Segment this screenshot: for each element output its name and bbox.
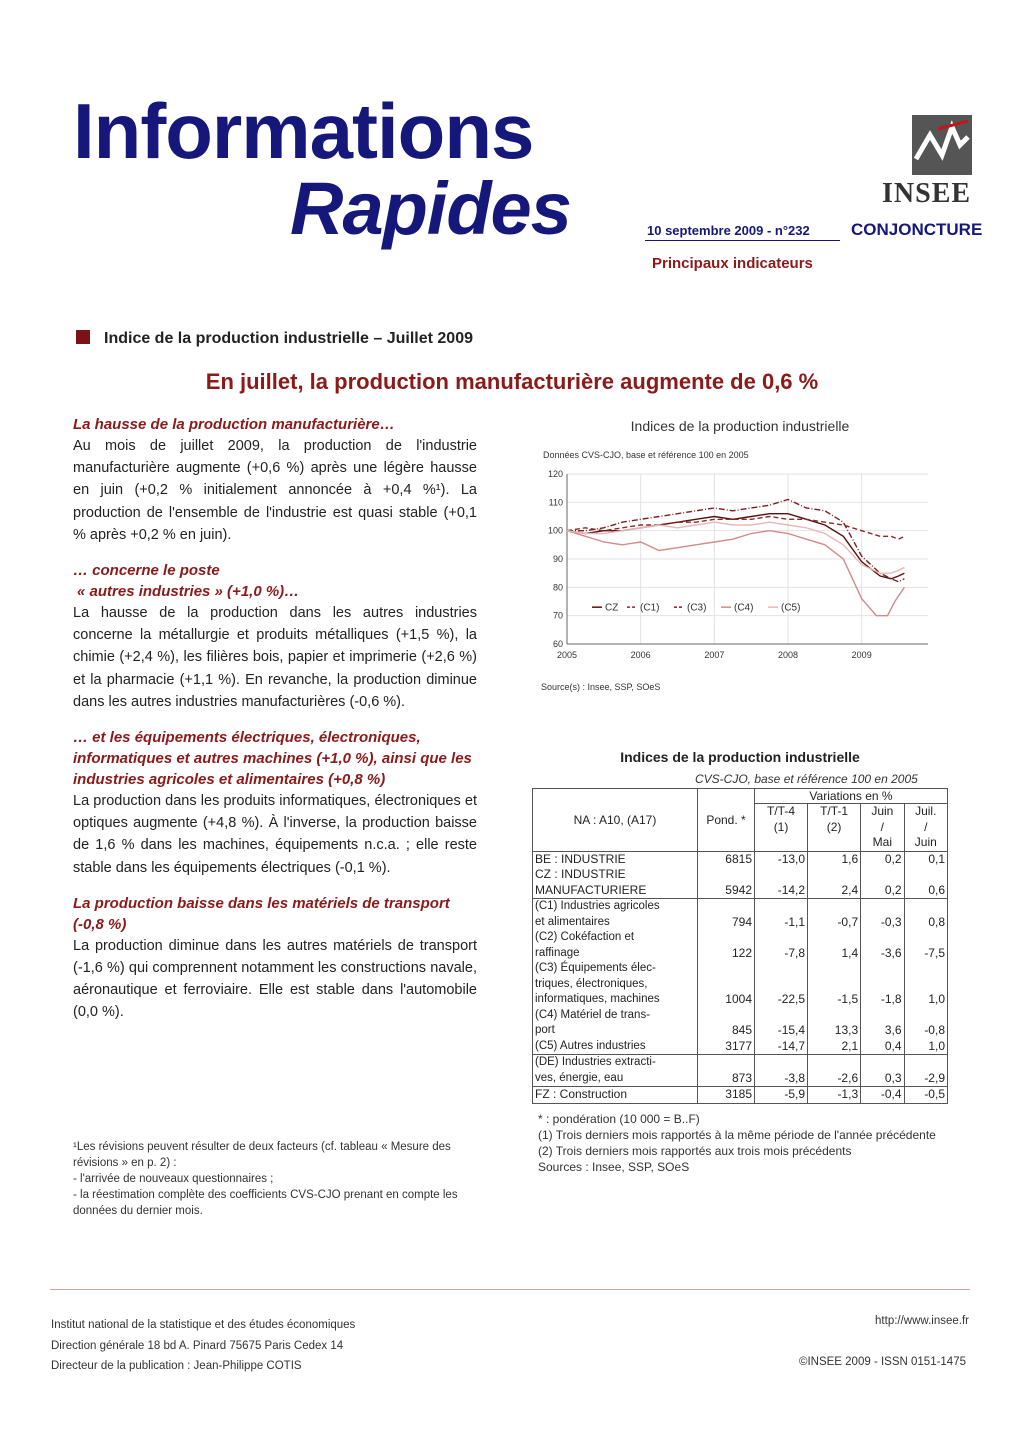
cell-tt4: -13,0 -14,2 — [755, 851, 808, 899]
issue-divider — [645, 240, 840, 241]
cell-pond: 794 122 1004 845 3177 — [698, 899, 755, 1055]
section-label: Indice de la production industrielle – Juillet 2009 — [104, 330, 473, 347]
series-line — [567, 500, 904, 582]
y-tick-label: 110 — [548, 497, 563, 508]
table-title: Indices de la production industrielle — [620, 749, 860, 765]
body-paragraph-1: Au mois de juillet 2009, la production de l'industrie manufacturière augmente (+0,6 %) après une légère hausse en juin (+0,2 % initialement annoncée à +0,4 %¹). La production de l'ensemble de l'industrie est quasi stable (+0,1 % après +0,2 % en juin). — [73, 438, 477, 543]
table-subtitle: CVS-CJO, base et référence 100 en 2005 — [695, 772, 918, 786]
y-tick-label: 120 — [547, 469, 563, 479]
legend-label: CZ — [605, 602, 619, 614]
body-heading-4: La production baisse dans les matériels de transport (-0,8 %) — [73, 894, 450, 933]
cell-tt1: -2,6 — [808, 1055, 861, 1087]
production-index-table — [532, 788, 948, 1104]
row-label-fz: FZ : Construction — [533, 1087, 698, 1104]
legend-label: (C4) — [734, 602, 754, 614]
footer-copyright: ©INSEE 2009 - ISSN 0151-1475 — [798, 1356, 966, 1368]
footer-line-1: Institut national de la statistique et des études économiques — [51, 1319, 356, 1331]
header-variations: Variations en % — [755, 789, 948, 804]
cell-juin-mai: 0,2 0,2 — [861, 851, 904, 899]
table-note-1: * : pondération (10 000 = B..F) — [538, 1112, 700, 1126]
headline: En juillet, la production manufacturière augmente de 0,6 % — [205, 369, 819, 394]
cell-juil-juin: 0,8 -7,5 1,0 -0,8 1,0 — [904, 899, 947, 1055]
x-tick-label: 2009 — [851, 650, 872, 660]
series-line — [567, 517, 904, 540]
table-row — [533, 1055, 948, 1087]
body-heading-2a: … concerne le poste — [73, 562, 220, 580]
y-tick-label: 70 — [552, 610, 563, 621]
chart-subtitle: Données CVS-CJO, base et référence 100 en 2005 — [543, 450, 749, 460]
y-tick-label: 90 — [552, 554, 563, 564]
body-paragraph-2: La hausse de la production dans les autres industries concerne la métallurgie et produits métalliques (+1,5 %), la chimie (+2,4 %), les filières bois, papier et imprimerie (+2,6 %) et la pharmacie (+1,1 %). En revanche, la production diminue dans les autres industries manufacturières (-0,6 %). — [73, 605, 477, 710]
footer-line-3: Directeur de la publication : Jean-Philippe COTIS — [51, 1360, 302, 1372]
x-tick-label: 2008 — [778, 650, 799, 660]
cell-juin-mai: -0,4 — [861, 1087, 904, 1104]
table-row — [533, 899, 948, 1055]
body-heading-1: La hausse de la production manufacturière… — [73, 416, 395, 433]
cell-pond: 6815 5942 — [698, 851, 755, 899]
body-heading-2b: « autres industries » (+1,0 %)… — [77, 583, 300, 601]
header-juil-juin: Juil. / Juin — [904, 804, 947, 852]
insee-logo-icon — [912, 115, 972, 175]
issue-date-number: 10 septembre 2009 - n°232 — [647, 223, 810, 238]
publication-subhead: Principaux indicateurs — [652, 255, 813, 272]
legend-label: (C5) — [781, 602, 801, 614]
cell-pond: 3185 — [698, 1087, 755, 1104]
row-label-de: (DE) Industries extracti- ves, énergie, eau — [533, 1055, 698, 1087]
cell-tt1: -0,7 1,4 -1,5 13,3 2,1 — [808, 899, 861, 1055]
series-label: CONJONCTURE — [851, 220, 983, 239]
series-line — [567, 522, 904, 573]
cell-tt1: -1,3 — [808, 1087, 861, 1104]
cell-juil-juin: -2,9 — [904, 1055, 947, 1087]
footer-publisher-info — [51, 1315, 355, 1377]
footer-divider — [50, 1289, 970, 1290]
table-note-4: Sources : Insee, SSP, SOeS — [538, 1160, 690, 1174]
body-paragraph-3: La production dans les produits informatiques, électroniques et optiques augmente (+4,8 %). À l'inverse, la production baisse de 1,6 % dans les machines, équipements n.c.a. ; elle reste stable dans les équipements électriques (-0,1 %). — [73, 793, 477, 876]
chart-title: Indices de la production industrielle — [630, 418, 850, 434]
header-tt4: T/T-4 (1) — [755, 804, 808, 852]
table-note-2: (1) Trois derniers mois rapportés à la même période de l'année précédente — [538, 1128, 936, 1142]
footnote — [73, 1139, 477, 1219]
table-notes — [538, 1111, 938, 1175]
x-tick-label: 2006 — [630, 650, 651, 660]
row-label-industrie: BE : INDUSTRIE CZ : INDUSTRIE MANUFACTURIERE — [533, 851, 698, 899]
cell-juin-mai: -0,3 -3,6 -1,8 3,6 0,4 — [861, 899, 904, 1055]
footer-url-link[interactable]: http://www.insee.fr — [875, 1315, 969, 1327]
production-index-chart — [530, 462, 950, 674]
row-label-branches: (C1) Industries agricoles et alimentaires (C2) Cokéfaction et raffinage (C3) Équipements élec- triques, électroniques, informatiques, machines (C4) Matériel de trans- port (C5) Autres industries — [533, 899, 698, 1055]
table-note-3: (2) Trois derniers mois rapportés aux trois mois précédents — [538, 1144, 852, 1158]
cell-juin-mai: 0,3 — [861, 1055, 904, 1087]
y-tick-label: 100 — [547, 525, 563, 536]
cell-tt4: -3,8 — [755, 1055, 808, 1087]
header-juin-mai: Juin / Mai — [861, 804, 904, 852]
cell-juil-juin: -0,5 — [904, 1087, 947, 1104]
y-tick-label: 60 — [552, 639, 563, 649]
x-tick-label: 2005 — [556, 650, 578, 660]
table-row — [533, 851, 948, 899]
legend-label: (C3) — [687, 602, 707, 614]
y-tick-label: 80 — [552, 582, 563, 593]
footnote-line-2: - l'arrivée de nouveaux questionnaires ; — [73, 1173, 274, 1185]
masthead-title-rapides: Rapides — [290, 167, 571, 250]
body-paragraph-4: La production diminue dans les autres matériels de transport (-1,6 %) qui comprennent notamment les constructions navale, aéronautique et ferroviaire. Elle est stable dans l'automobile (0,0 %). — [73, 937, 477, 1021]
legend-label: (C1) — [640, 602, 660, 614]
x-tick-label: 2007 — [704, 650, 725, 660]
header-na: NA : A10, (A17) — [533, 789, 698, 852]
masthead-title-informations: Informations — [73, 87, 534, 175]
footnote-line-1: ¹Les révisions peuvent résulter de deux facteurs (cf. tableau « Mesure des révisions » en p. 2) : — [73, 1141, 451, 1169]
chart-source: Source(s) : Insee, SSP, SOeS — [541, 682, 661, 692]
article-body — [73, 414, 477, 1038]
series-line — [567, 514, 904, 579]
cell-tt1: 1,6 2,4 — [808, 851, 861, 899]
footer-line-2: Direction générale 18 bd A. Pinard 75675 Paris Cedex 14 — [51, 1339, 344, 1352]
header-tt1: T/T-1 (2) — [808, 804, 861, 852]
body-heading-3: … et les équipements électriques, électroniques, informatiques et autres machines (+1,0 %), ainsi que les industries agricoles et alimentaires (+0,8 %) — [73, 729, 472, 789]
header-pond: Pond. * — [698, 789, 755, 852]
cell-tt4: -1,1 -7,8 -22,5 -15,4 -14,7 — [755, 899, 808, 1055]
cell-tt4: -5,9 — [755, 1087, 808, 1104]
section-bullet-square — [76, 330, 90, 344]
footnote-line-3: - la réestimation complète des coefficients CVS-CJO prenant en compte les données du dernier mois. — [73, 1189, 458, 1217]
cell-juil-juin: 0,1 0,6 — [904, 851, 947, 899]
insee-wordmark: INSEE — [882, 178, 972, 209]
table-header-row — [533, 789, 948, 804]
cell-pond: 873 — [698, 1055, 755, 1087]
table-row — [533, 1087, 948, 1104]
